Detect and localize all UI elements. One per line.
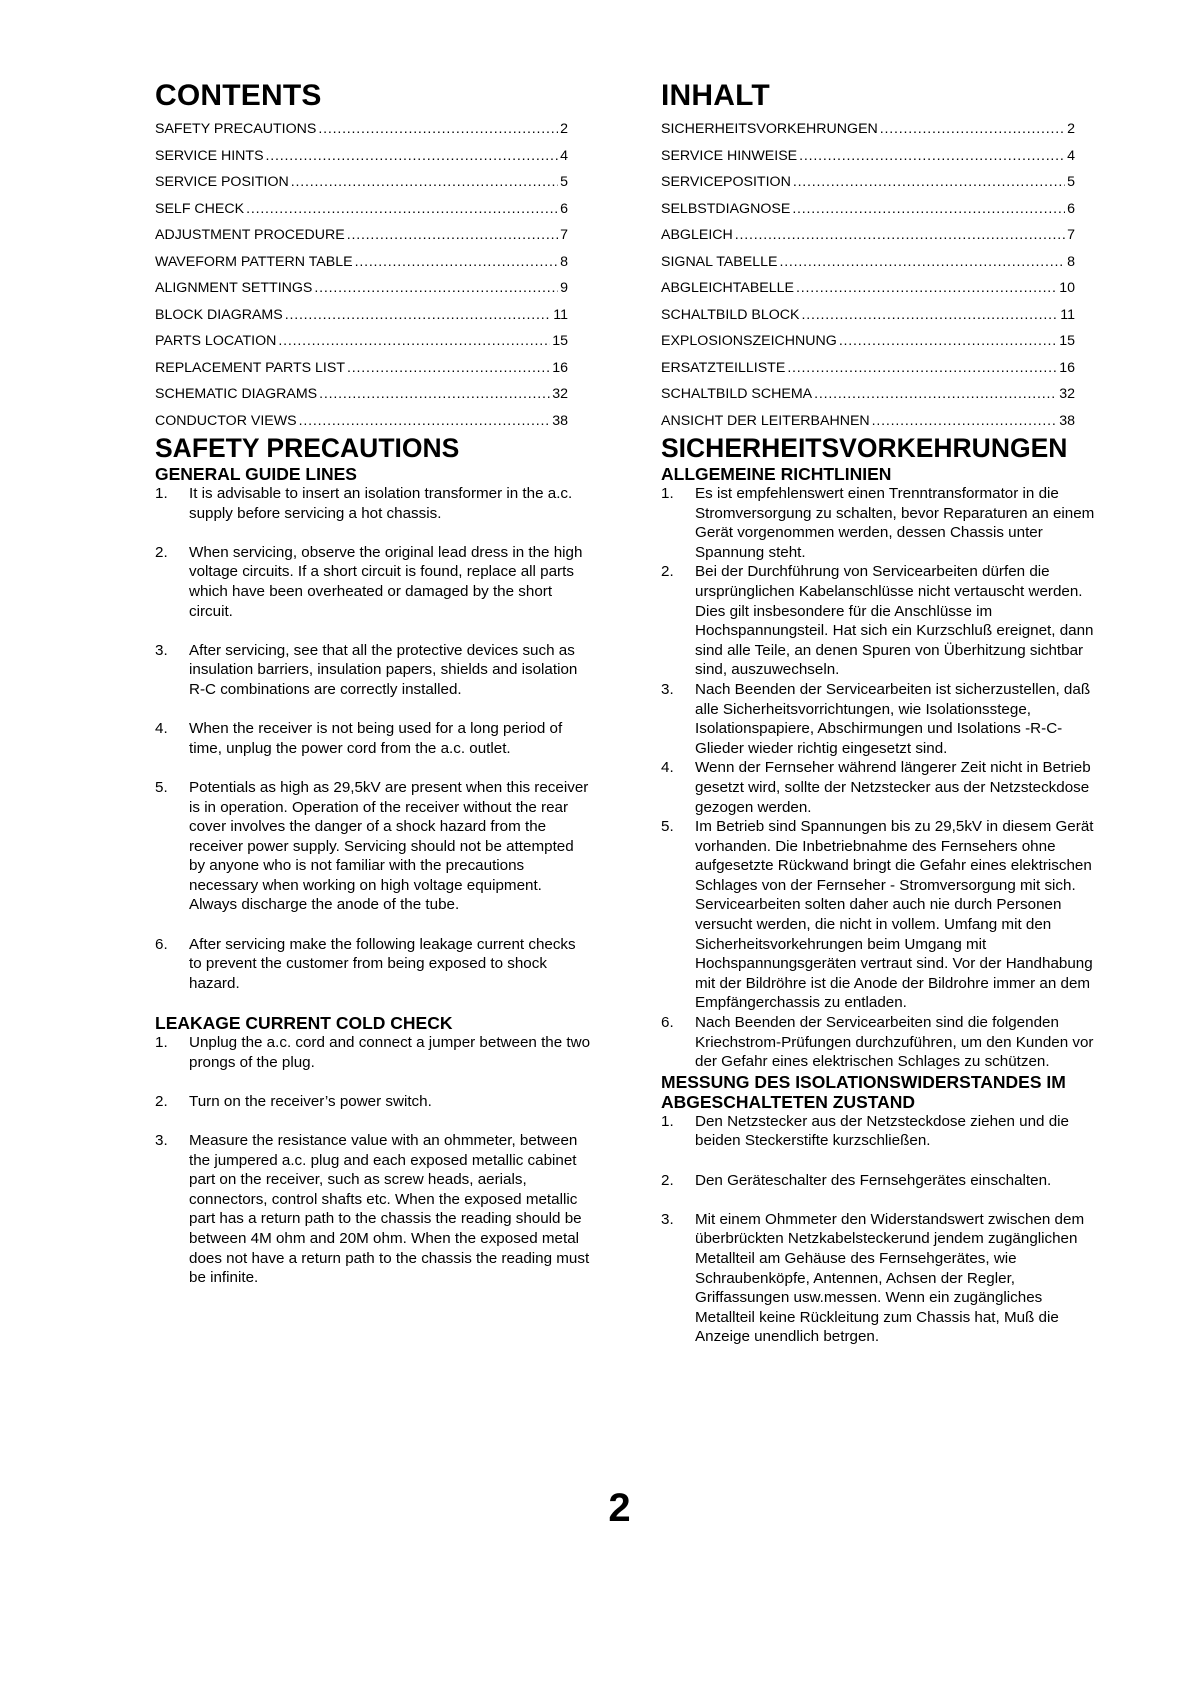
toc-leader	[796, 275, 1057, 302]
item-number: 2.	[661, 563, 674, 581]
toc-leader	[802, 302, 1059, 329]
toc-label: ALIGNMENT SETTINGS	[155, 280, 313, 296]
item-number: 3.	[155, 641, 168, 659]
toc-label: CONDUCTOR VIEWS	[155, 412, 297, 429]
item-text: Mit einem Ohmmeter den Widerstandswert zwischen dem überbrückten Netzkabelsteckerund jendem zugänglichen Metallteil am Gehäuse des Fernsehgerätes, wie Schraubenköpfe, Antennen, Achsen der Regler, Griffassungen usw.messen. Wenn ein zugängliches Metallteil keine Rückleitung zum Chassis hat, Muß die Anzeige unendlich betrgen.	[695, 1210, 1085, 1346]
toc-label: ABGLEICHTABELLE	[661, 280, 794, 296]
richtlinien-list	[661, 484, 1101, 1072]
toc-page: 32	[552, 386, 568, 402]
toc-page: 5	[560, 174, 568, 190]
list-item	[661, 817, 1101, 1013]
toc-entry[interactable]	[155, 116, 568, 143]
toc-entry[interactable]	[661, 169, 1075, 196]
item-text: Den Netzstecker aus der Netzsteckdose ziehen und die beiden Steckerstifte kurzschließen.	[695, 1112, 1069, 1150]
list-item	[155, 719, 592, 758]
toc-entry[interactable]	[661, 116, 1075, 143]
safety-title: SAFETY PRECAUTIONS	[155, 433, 460, 463]
list-item	[155, 1092, 592, 1112]
item-text: Unplug the a.c. cord and connect a jumper between the two prongs of the plug.	[189, 1034, 591, 1071]
toc-label: ERSATZTEILLISTE	[661, 359, 786, 376]
toc-entry[interactable]	[155, 381, 568, 408]
toc-entry[interactable]	[155, 355, 568, 382]
english-column	[155, 76, 592, 1307]
toc-entry[interactable]	[155, 275, 568, 302]
general-guidelines-heading: GENERAL GUIDE LINES	[155, 464, 357, 484]
toc-label: SCHALTBILD BLOCK	[661, 306, 800, 323]
item-text: After servicing make the following leakage current checks to prevent the customer from being exposed to shock hazard.	[189, 935, 576, 992]
list-item	[155, 1033, 592, 1072]
item-text: After servicing, see that all the protective devices such as insulation barriers, insulation papers, shields and isolation R-C combinations are correctly installed.	[189, 641, 578, 698]
inhalt-list	[661, 116, 1075, 434]
german-column	[661, 76, 1101, 1367]
item-text: Potentials as high as 29,5kV are present when this receiver is in operation. Operation of the receiver without the rear cover involves the danger of a shock hazard from the receiver power supply. Servicing should not be attempted by anyone who is not familiar with the precautions necessary when working on high voltage equipment. Always discharge the anode of the tube.	[189, 778, 589, 914]
toc-label: BLOCK DIAGRAMS	[155, 306, 283, 323]
toc-leader	[787, 355, 1057, 382]
toc-leader	[793, 169, 1065, 196]
toc-leader	[872, 408, 1058, 435]
toc-label: EXPLOSIONSZEICHNUNG	[661, 333, 837, 349]
messung-heading: MESSUNG DES ISOLATIONSWIDERSTANDES IM ABGESCHALTETEN ZUSTAND	[661, 1071, 1066, 1112]
toc-label: SELBSTDIAGNOSE	[661, 200, 791, 217]
toc-entry[interactable]	[155, 408, 568, 435]
toc-label: PARTS LOCATION	[155, 333, 277, 349]
toc-entry[interactable]	[155, 302, 568, 329]
toc-label: SCHALTBILD SCHEMA	[661, 386, 813, 402]
toc-leader	[291, 169, 558, 196]
toc-label: REPLACEMENT PARTS LIST	[155, 359, 346, 376]
toc-page: 8	[1067, 253, 1075, 270]
toc-leader	[814, 381, 1057, 408]
toc-entry[interactable]	[155, 143, 568, 170]
toc-label: SAFETY PRECAUTIONS	[155, 121, 317, 137]
toc-page: 4	[560, 147, 568, 164]
list-item	[661, 758, 1101, 817]
sicherheit-title: SICHERHEITSVORKEHRUNGEN	[661, 433, 1068, 463]
toc-label: ANSICHT DER LEITERBAHNEN	[661, 412, 870, 429]
list-item	[661, 484, 1101, 562]
toc-page: 16	[552, 359, 568, 376]
toc-page: 6	[1067, 200, 1075, 217]
item-text: Im Betrieb sind Spannungen bis zu 29,5kV in diesem Gerät vorhanden. Die Inbetriebnahme des Fernsehers ohne aufgesetzte Rückwand bringt die Gefahr eines elektrischen Schlages von der Fernseher - Stromversorgung mit sich. Servicearbeiten solten daher auch nie durch Personen versucht werden, die nicht in vollem. Umfang mit den Sicherheitsvorkehrungen beim Umgang mit Hochspannungsgeräten vertraut sind. Vor der Handhabung mit der Bildröhre ist die Anode der Bildrohre immer an dem Empfängerchassis zu entladen.	[695, 818, 1094, 1012]
toc-page: 9	[560, 280, 568, 296]
item-number: 2.	[155, 1092, 168, 1110]
item-text: When servicing, observe the original lead dress in the high voltage circuits. If a short circuit is found, replace all parts which have been overheated or damaged by the short circuit.	[189, 543, 583, 620]
toc-page: 5	[1067, 174, 1075, 190]
toc-page: 15	[552, 333, 568, 349]
toc-leader	[278, 328, 550, 355]
toc-leader	[839, 328, 1057, 355]
toc-leader	[735, 222, 1065, 249]
toc-entry[interactable]	[661, 328, 1075, 355]
toc-entry[interactable]	[661, 355, 1075, 382]
toc-label: SCHEMATIC DIAGRAMS	[155, 386, 318, 402]
toc-entry[interactable]	[661, 302, 1075, 329]
item-text: It is advisable to insert an isolation transformer in the a.c. supply before servicing a hot chassis.	[189, 485, 573, 522]
toc-label: SERVICE HINWEISE	[661, 147, 798, 164]
toc-label: SERVICE POSITION	[155, 174, 289, 190]
toc-page: 7	[1067, 227, 1075, 243]
list-item	[155, 935, 592, 994]
toc-leader	[299, 408, 551, 435]
toc-entry[interactable]	[661, 275, 1075, 302]
toc-page: 38	[1059, 412, 1075, 429]
toc-entry[interactable]	[661, 222, 1075, 249]
toc-page: 8	[560, 253, 568, 270]
toc-leader	[318, 116, 558, 143]
toc-label: SERVICEPOSITION	[661, 174, 791, 190]
item-text: Es ist empfehlenswert einen Trenntransformator in die Stromversorgung zu schalten, bevor Reparaturen an einem Gerät vorgenommen werden, dessen Chassis unter Spannung steht.	[695, 485, 1095, 561]
richtlinien-heading: ALLGEMEINE RICHTLINIEN	[661, 464, 892, 484]
item-number: 2.	[155, 543, 168, 561]
toc-leader	[347, 355, 550, 382]
toc-page: 4	[1067, 147, 1075, 164]
toc-leader	[285, 302, 552, 329]
contents-title: CONTENTS	[155, 79, 322, 112]
toc-label: SIGNAL TABELLE	[661, 253, 778, 270]
item-text: Measure the resistance value with an ohmmeter, between the jumpered a.c. plug and each exposed metallic cabinet part on the receiver, such as screw heads, aerials, connectors, control shafts etc. When the exposed metallic part has a return path to the chassis the reading should be between 4M ohm and 20M ohm. When the exposed metal does not have a return path to the chassis the reading must be infinite.	[189, 1132, 590, 1287]
toc-page: 11	[553, 306, 568, 323]
toc-leader	[799, 143, 1065, 170]
item-number: 1.	[661, 1112, 674, 1130]
list-item	[661, 562, 1101, 680]
item-text: Wenn der Fernseher während längerer Zeit nicht in Betrieb gesetzt wird, sollte der Netzstecker aus der Netzsteckdose gezogen werden.	[695, 759, 1091, 816]
toc-entry[interactable]	[155, 328, 568, 355]
toc-page: 7	[560, 227, 568, 243]
toc-label: ADJUSTMENT PROCEDURE	[155, 227, 345, 243]
toc-entry[interactable]	[661, 381, 1075, 408]
toc-page: 16	[1059, 359, 1075, 376]
item-number: 4.	[155, 720, 168, 738]
toc-entry[interactable]	[155, 222, 568, 249]
list-item	[661, 1171, 1101, 1191]
toc-entry[interactable]	[155, 169, 568, 196]
toc-leader	[779, 249, 1065, 276]
item-number: 4.	[661, 759, 674, 777]
toc-entry[interactable]	[155, 249, 568, 276]
item-number: 3.	[155, 1132, 168, 1149]
messung-list	[661, 1112, 1101, 1347]
item-text: Bei der Durchführung von Servicearbeiten dürfen die ursprünglichen Kabelanschlüsse nicht vertauscht werden. Dies gilt insbesondere für die Anschlüsse im Hochspannungsteil. Hat sich ein Kurzschluß ereignet, dann sind alle Teile, an denen Spuren von Überhitzung sichtbar sind, auszuwechseln.	[695, 563, 1094, 679]
item-text: Nach Beenden der Servicearbeiten sind die folgenden Kriechstrom-Prüfungen durchzuführen, um den Kunden vor der Gefahr eines elektrischen Schlages zu schützen.	[695, 1014, 1094, 1071]
list-item	[661, 1112, 1101, 1151]
page-number: 2	[608, 1486, 631, 1530]
item-number: 1.	[661, 485, 674, 502]
toc-page: 2	[560, 121, 568, 137]
item-number: 1.	[155, 485, 168, 502]
item-text: Den Geräteschalter des Fernsehgerätes einschalten.	[695, 1171, 1052, 1189]
item-number: 3.	[661, 1210, 674, 1228]
toc-entry[interactable]	[661, 408, 1075, 435]
toc-leader	[246, 196, 558, 223]
toc-leader	[355, 249, 559, 276]
toc-page: 15	[1059, 333, 1075, 349]
item-number: 2.	[661, 1171, 674, 1189]
item-text: Turn on the receiver’s power switch.	[189, 1092, 432, 1110]
leakage-check-heading: LEAKAGE CURRENT COLD CHECK	[155, 1013, 453, 1034]
toc-label: SICHERHEITSVORKEHRUNGEN	[661, 121, 878, 137]
list-item	[155, 778, 592, 915]
list-item	[155, 641, 592, 700]
toc-page: 11	[1060, 306, 1075, 323]
toc-label: SELF CHECK	[155, 200, 245, 217]
toc-entry[interactable]	[661, 249, 1075, 276]
toc-entry[interactable]	[661, 143, 1075, 170]
leakage-check-list	[155, 1033, 592, 1288]
list-item	[661, 680, 1101, 758]
list-item	[661, 1013, 1101, 1072]
toc-label: ABGLEICH	[661, 227, 733, 243]
toc-leader	[792, 196, 1065, 223]
list-item	[661, 1210, 1101, 1347]
toc-leader	[266, 143, 559, 170]
toc-page: 6	[560, 200, 568, 217]
toc-label: SERVICE HINTS	[155, 147, 264, 164]
toc-page: 10	[1059, 280, 1075, 296]
list-item	[155, 484, 592, 523]
item-number: 3.	[661, 680, 674, 698]
toc-page: 38	[552, 412, 568, 429]
toc-leader	[880, 116, 1065, 143]
item-number: 1.	[155, 1034, 168, 1052]
item-number: 6.	[661, 1014, 674, 1032]
item-text: Nach Beenden der Servicearbeiten ist sicherzustellen, daß alle Sicherheitsvorrichtungen, wie Isolationsstege, Isolationspapiere, Abschirmungen und Isolations -R-C- Glieder wieder richtig eingesetzt sind.	[695, 680, 1091, 757]
list-item	[155, 1131, 592, 1288]
item-number: 6.	[155, 935, 168, 953]
inhalt-title: INHALT	[661, 79, 770, 112]
toc-leader	[319, 381, 550, 408]
toc-page: 2	[1067, 121, 1075, 137]
toc-entry[interactable]	[155, 196, 568, 223]
contents-list	[155, 116, 568, 434]
toc-leader	[314, 275, 558, 302]
toc-leader	[347, 222, 558, 249]
item-text: When the receiver is not being used for a long period of time, unplug the power cord from the a.c. outlet.	[189, 720, 563, 757]
toc-entry[interactable]	[661, 196, 1075, 223]
toc-page: 32	[1059, 386, 1075, 402]
item-number: 5.	[661, 818, 674, 836]
list-item	[155, 543, 592, 621]
item-number: 5.	[155, 778, 168, 796]
toc-label: WAVEFORM PATTERN TABLE	[155, 253, 353, 270]
general-guidelines-list	[155, 484, 592, 993]
